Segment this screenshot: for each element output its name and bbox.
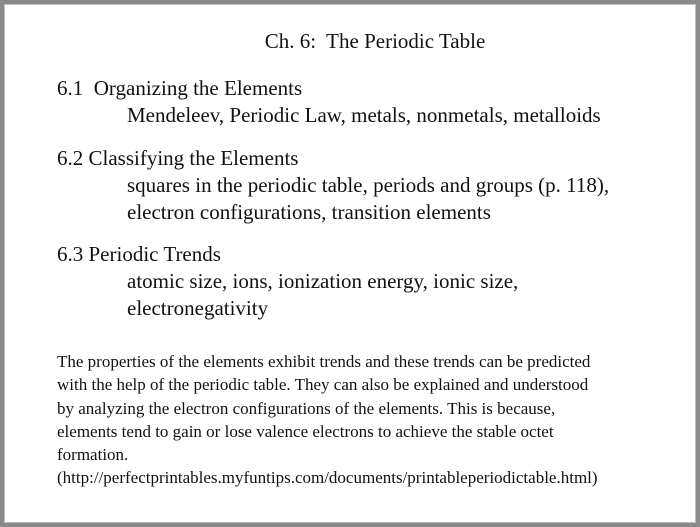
section-6-2 — [57, 145, 687, 226]
page-title: Ch. 6: The Periodic Table — [264, 29, 486, 53]
section-heading: 6.1 Organizing the Elements — [57, 76, 303, 100]
section-heading: 6.3 Periodic Trends — [57, 242, 221, 266]
section-6-1 — [57, 75, 687, 129]
section-body — [127, 102, 687, 129]
section-heading: 6.2 Classifying the Elements — [57, 146, 299, 170]
section-line: Mendeleev, Periodic Law, metals, nonmetals, metalloids — [127, 103, 601, 127]
paragraph-line: formation. — [57, 445, 129, 465]
paragraph-line: with the help of the periodic table. They can also be explained and understood — [57, 375, 589, 395]
section-line: atomic size, ions, ionization energy, ionic size, — [127, 269, 519, 293]
section-6-3 — [57, 241, 687, 322]
paragraph-line: elements tend to gain or lose valence electrons to achieve the stable octet — [57, 421, 554, 441]
source-citation: (http://perfectprintables.myfuntips.com/documents/printableperiodictable.html) — [57, 468, 598, 488]
section-line: electron configurations, transition elements — [127, 200, 491, 224]
description-paragraph — [57, 350, 682, 490]
section-body — [127, 268, 687, 322]
paragraph-line: by analyzing the electron configurations of the elements. This is because, — [57, 398, 556, 418]
section-line: squares in the periodic table, periods and groups (p. 118), — [127, 173, 610, 197]
paragraph-line: The properties of the elements exhibit trends and these trends can be predicted — [57, 352, 591, 371]
section-body — [127, 172, 687, 226]
section-line: electronegativity — [127, 296, 269, 320]
